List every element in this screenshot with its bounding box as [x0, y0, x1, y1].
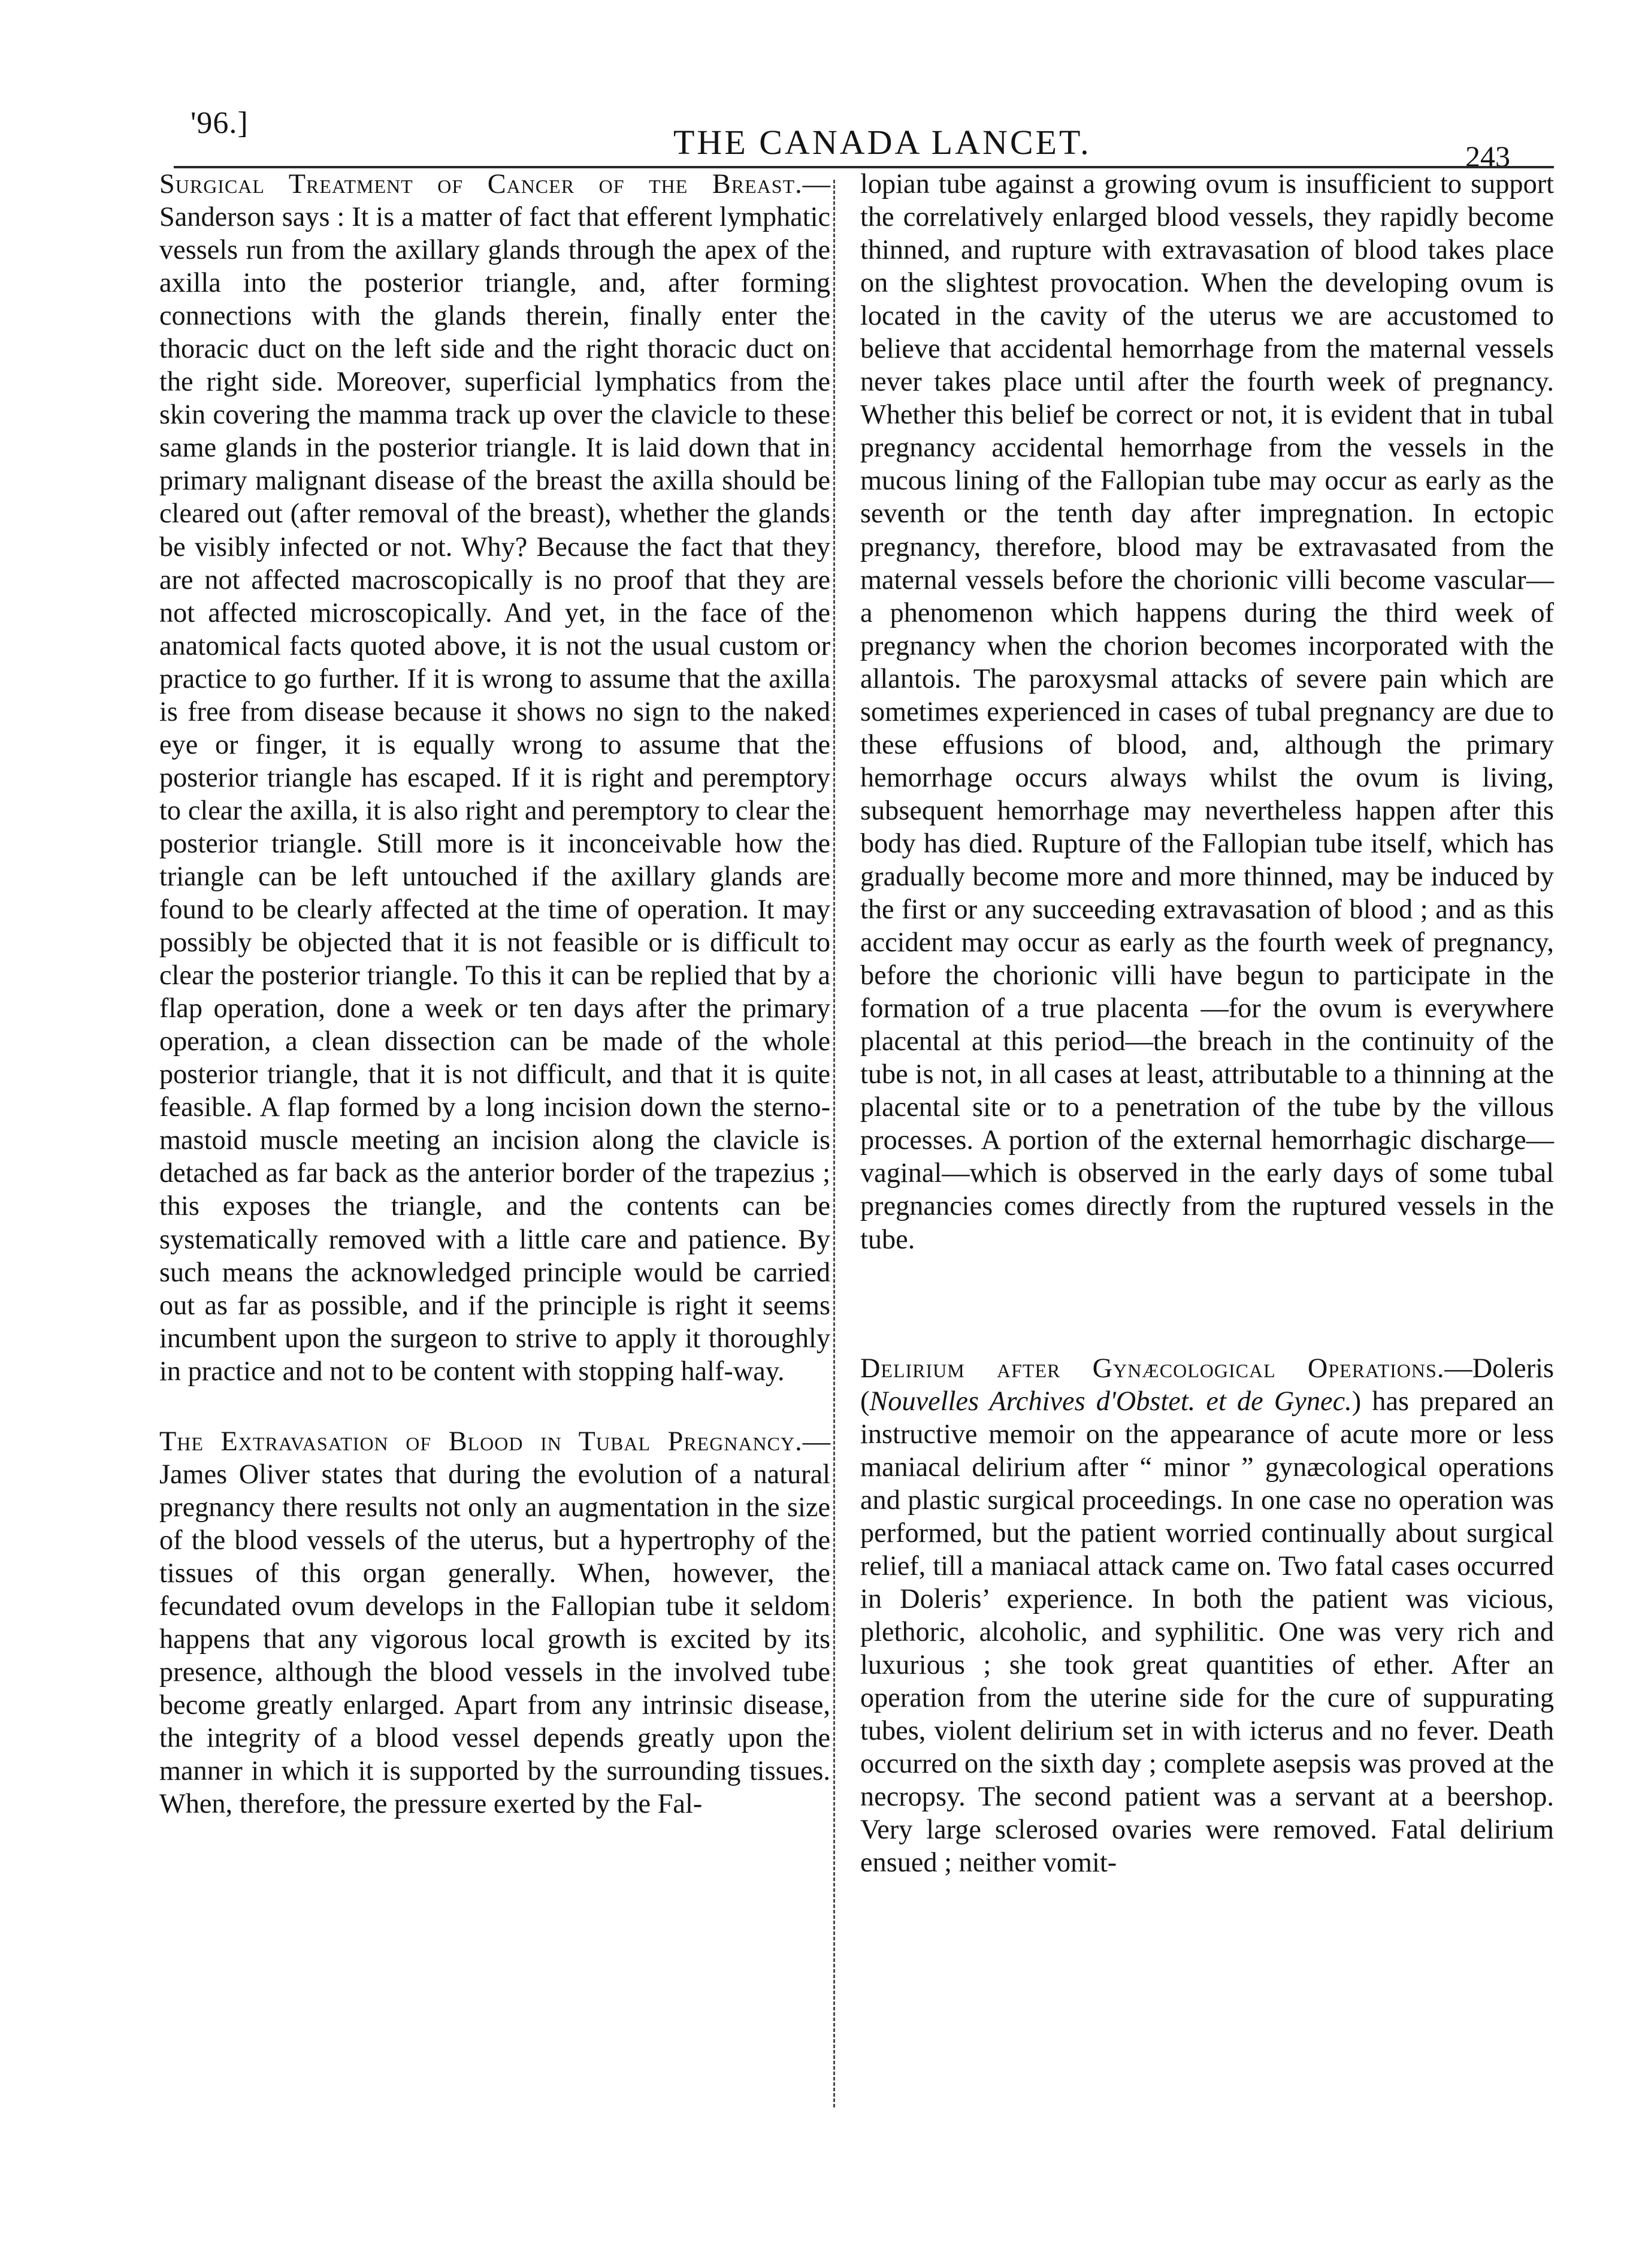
article-spacer	[860, 1256, 1554, 1352]
article-heading: The Extravasation of Blood in Tubal Pregnancy.	[159, 1426, 803, 1457]
article-body-lead: —Doleris (	[860, 1353, 1554, 1417]
article-heading: Surgical Treatment of Cancer of the Breast.	[159, 169, 803, 199]
article-body: —James Oliver states that during the evolution of a natural pregnancy there results not only an augmentation in the size of the blood vessels of the uterus, but a hypertrophy of the tissues of this organ generally. When, however, the fecundated ovum develops in the Fallopian tube it seldom happens that any vigorous local growth is excited by its presence, although the blood vessels in the involved tube become greatly enlarged. Apart from any intrinsic disease, the integrity of a blood vessel depends greatly upon the manner in which it is supported by the surrounding tissues. When, therefore, the pressure exerted by the Fal-	[159, 1426, 830, 1820]
article-body: ) has prepared an instructive memoir on the appearance of acute more or less maniacal delirium after “ minor ” gynæcological operations and plastic surgical proceedings. In one case no operation was performed, but the patient worried continually about surgical relief, till a maniacal attack came on. Two fatal cases occurred in Doleris’ experience. In both the patient was vicious, plethoric, alcoholic, and syphilitic. One was very rich and luxurious ; she took great quantities of ether. After an operation from the uterine side for the cure of suppurating tubes, violent delirium set in with icterus and no fever. Death occurred on the sixth day ; complete asepsis was proved at the necropsy. The second patient was a servant at a beershop. Very large sclerosed ovaries were removed. Fatal delirium ensued ; neither vomit-	[860, 1386, 1554, 1879]
right-column	[860, 168, 1554, 1879]
article-tubal-pregnancy-continued: lopian tube against a growing ovum is insufficient to support the correlatively enlarged blood vessels, they rapidly become thinned, and rupture with extravasation of blood takes place on the slightest provocation. When the developing ovum is located in the cavity of the uterus we are accustomed to believe that accidental hemorrhage from the maternal vessels never takes place until after the fourth week of pregnancy. Whether this belief be correct or not, it is evident that in tubal pregnancy accidental hemorrhage from the vessels in the mucous lining of the Fallopian tube may occur as early as the seventh or the tenth day after impregnation. In ectopic pregnancy, therefore, blood may be extravasated from the maternal vessels before the chorionic villi become vascular—a phenomenon which happens during the third week of pregnancy when the chorion becomes incorporated with the allantois. The paroxysmal attacks of severe pain which are sometimes experienced in cases of tubal pregnancy are due to these effusions of blood, and, although the primary hemorrhage occurs always whilst the ovum is living, subsequent hemorrhage may nevertheless happen after this body has died. Rupture of the Fallopian tube itself, which has gradually become more and more thinned, may be induced by the first or any succeeding extravasation of blood ; and as this accident may occur as early as the fourth week of pregnancy, before the chorionic villi have begun to participate in the formation of a true placenta —for the ovum is everywhere placental at this period—the breach in the continuity of the tube is not, in all cases at least, attributable to a thinning at the placental site or to a penetration of the tube by the villous processes. A portion of the external hemorrhagic discharge—vaginal—which is observed in the early days of some tubal pregnancies comes directly from the ruptured vessels in the tube.	[860, 169, 1554, 1255]
article-body: —Sanderson says : It is a matter of fact that efferent lymphatic vessels run from the axillary glands through the apex of the axilla into the posterior triangle, and, after forming connections with the glands therein, finally enter the thoracic duct on the left side and the right thoracic duct on the right side. Moreover, superficial lymphatics from the skin covering the mamma track up over the clavicle to these same glands in the posterior triangle. It is laid down that in primary malignant disease of the breast the axilla should be cleared out (after removal of the breast), whether the glands be visibly infected or not. Why? Because the fact that they are not affected macroscopically is no proof that they are not affected microscopically. And yet, in the face of the anatomical facts quoted above, it is not the usual custom or practice to go further. If it is wrong to assume that the axilla is free from disease because it shows no sign to the naked eye or finger, it is equally wrong to assume that the posterior triangle has escaped. If it is right and peremptory to clear the axilla, it is also right and peremptory to clear the posterior triangle. Still more is it inconceivable how the triangle can be left untouched if the axillary glands are found to be clearly affected at the time of operation. It may possibly be objected that it is not feasible or is difficult to clear the posterior triangle. To this it can be replied that by a flap operation, done a week or ten days after the primary operation, a clean dissection can be made of the whole posterior triangle, that it is not difficult, and that it is quite feasible. A flap formed by a long incision down the sterno-mastoid muscle meeting an incision along the clavicle is detached as far back as the anterior border of the trapezius ; this exposes the triangle, and the contents can be systematically removed with a little care and patience. By such means the acknowledged principle would be carried out as far as possible, and if the principle is right it seems incumbent upon the surgeon to strive to apply it thoroughly in practice and not to be content with stopping half-way.	[159, 169, 830, 1387]
article-spacer	[159, 1388, 830, 1425]
left-column	[159, 168, 830, 1821]
journal-citation: Nouvelles Archives d'Obstet. et de Gynec.	[869, 1386, 1352, 1417]
issue-marker: '96.]	[190, 106, 249, 140]
article-heading: Delirium after Gynæcological Operations.	[860, 1353, 1445, 1384]
article-tubal-pregnancy	[159, 1425, 830, 1821]
column-divider	[833, 180, 835, 2107]
article-cancer-breast	[159, 168, 830, 1388]
running-title: THE CANADA LANCET.	[673, 123, 1091, 162]
page-number: 243	[1465, 140, 1510, 173]
article-delirium	[860, 1352, 1554, 1880]
